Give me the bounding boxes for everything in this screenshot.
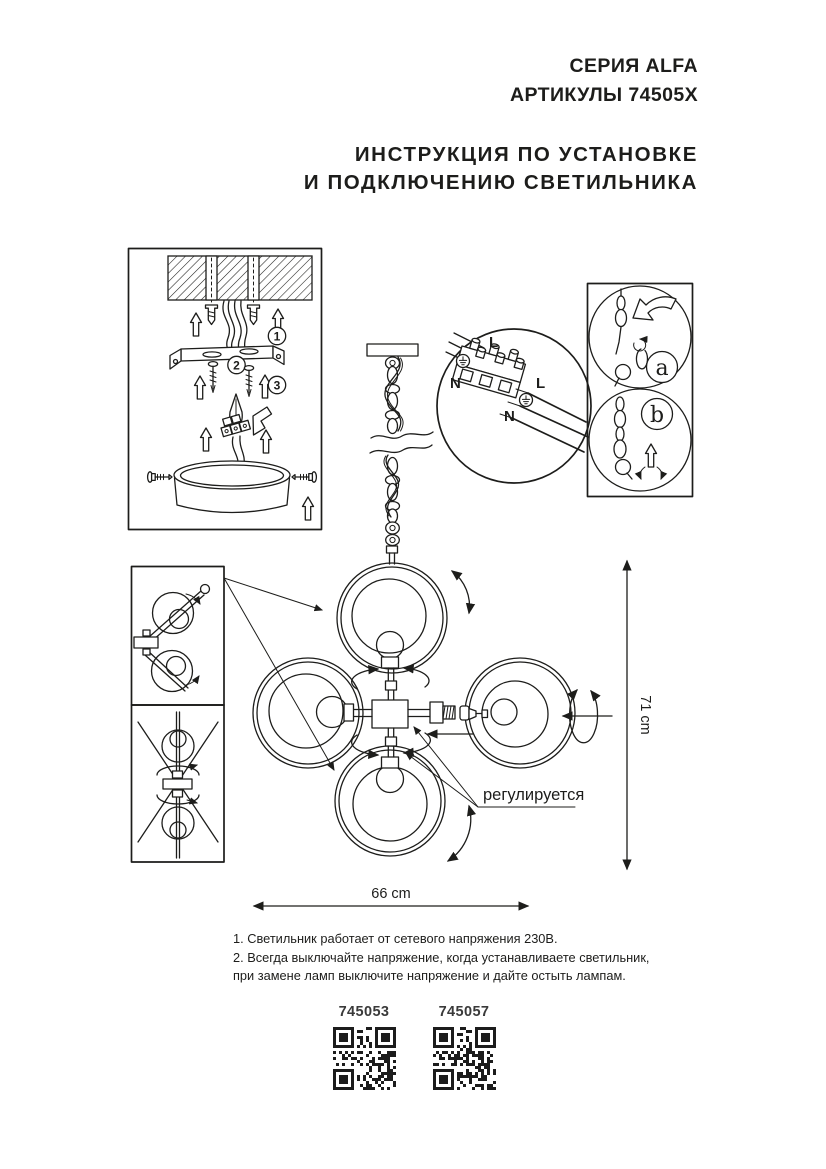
article-number: 745053 (338, 1004, 390, 1020)
detail-a-circle (589, 286, 691, 388)
rotation-arrow-top (452, 571, 470, 613)
globe-bottom (335, 746, 445, 856)
series-title: СЕРИЯ ALFA (569, 55, 698, 77)
arm-limit-diagram (132, 705, 225, 862)
note-line-2: 2. Всегда выключайте напряжение, когда устанавливаете светильник, (233, 949, 650, 965)
ceiling-plate (367, 344, 418, 356)
step-2-badge (228, 356, 245, 373)
arm-joint (163, 779, 192, 789)
hub-and-arms (344, 668, 488, 757)
step-3-badge (268, 376, 285, 393)
bracket-screw-right (244, 366, 253, 397)
instruction-title-line2: И ПОДКЛЮЧЕНИЮ СВЕТИЛЬНИКА (303, 170, 698, 194)
up-arrow (191, 313, 202, 336)
label-live-wire: L (536, 375, 546, 392)
lamp-cartridge (460, 706, 488, 720)
arm-joint (134, 637, 158, 648)
open-chain-link (636, 349, 647, 369)
socket (382, 657, 399, 668)
adjustable-label: регулируется (483, 786, 585, 804)
up-arrow (303, 497, 314, 520)
mounting-bracket (170, 346, 284, 369)
canopy (174, 461, 290, 513)
svg-text:3: 3 (273, 378, 281, 393)
chain (370, 357, 433, 546)
chain-ring (616, 365, 631, 380)
label-live: L (489, 334, 499, 351)
label-neutral: N (450, 375, 461, 392)
svg-text:1: 1 (273, 329, 281, 344)
canopy-screw-right (292, 472, 316, 482)
detail-b-label: b (649, 403, 665, 428)
bulb (377, 632, 404, 659)
bulb (377, 766, 404, 793)
up-arrow (195, 376, 206, 399)
qr-code (333, 1027, 396, 1090)
socket (382, 757, 399, 768)
stem-connector (387, 546, 398, 553)
threaded-socket (443, 706, 455, 719)
width-dimension-label: 66 cm (371, 886, 411, 902)
mounting-diagram (129, 249, 322, 530)
bracket-screw-left (208, 362, 217, 393)
arm-end-joint (430, 702, 443, 723)
product-745053 (331, 1004, 397, 1090)
wiring-detail (437, 329, 591, 483)
product-745057 (431, 1004, 497, 1090)
step-1-badge (268, 327, 285, 344)
note-line-1: 1. Светильник работает от сетевого напряжения 230В. (233, 931, 558, 946)
note-line-3: при замене ламп выключите напряжение и дайте остыть лампам. (233, 968, 626, 983)
arm-detail-boxes (132, 567, 335, 863)
lift-arrow (646, 444, 657, 467)
chain-assembly (367, 344, 433, 564)
wall-anchor-right (248, 305, 260, 325)
up-arrow (201, 428, 212, 451)
qr-code (433, 1027, 496, 1090)
chain-hook (614, 440, 626, 458)
ceiling-hatch (168, 256, 312, 302)
arm-rotation-diagram (132, 567, 225, 706)
articles-title: АРТИКУЛЫ 74505X (510, 84, 698, 106)
instruction-title-line1: ИНСТРУКЦИЯ ПО УСТАНОВКЕ (354, 143, 698, 166)
rotate-open-arrow (633, 297, 676, 320)
height-dimension (627, 561, 653, 869)
svg-text:2: 2 (233, 358, 240, 373)
detail-leader-top (224, 578, 322, 610)
ground-icon (520, 394, 533, 407)
rotation-arrow-bottom (448, 806, 471, 861)
detail-a-label: a (655, 356, 669, 381)
globe-opening (491, 699, 517, 725)
hub (372, 700, 408, 728)
safety-notes (233, 930, 650, 986)
article-number: 745057 (438, 1004, 490, 1020)
globe-top (337, 563, 447, 673)
detail-leader-bottom (224, 578, 334, 770)
ground-icon (457, 355, 470, 368)
wall-anchor-left (206, 305, 218, 325)
canopy-screw-left (148, 472, 172, 482)
width-dimension (254, 886, 528, 906)
detail-b-circle (589, 389, 691, 491)
up-arrow (261, 430, 272, 453)
label-neutral-wire: N (504, 408, 515, 425)
height-dimension-label: 71 cm (637, 695, 653, 735)
chain-detail-box (588, 284, 693, 497)
terminal-block-assembly (219, 394, 272, 468)
